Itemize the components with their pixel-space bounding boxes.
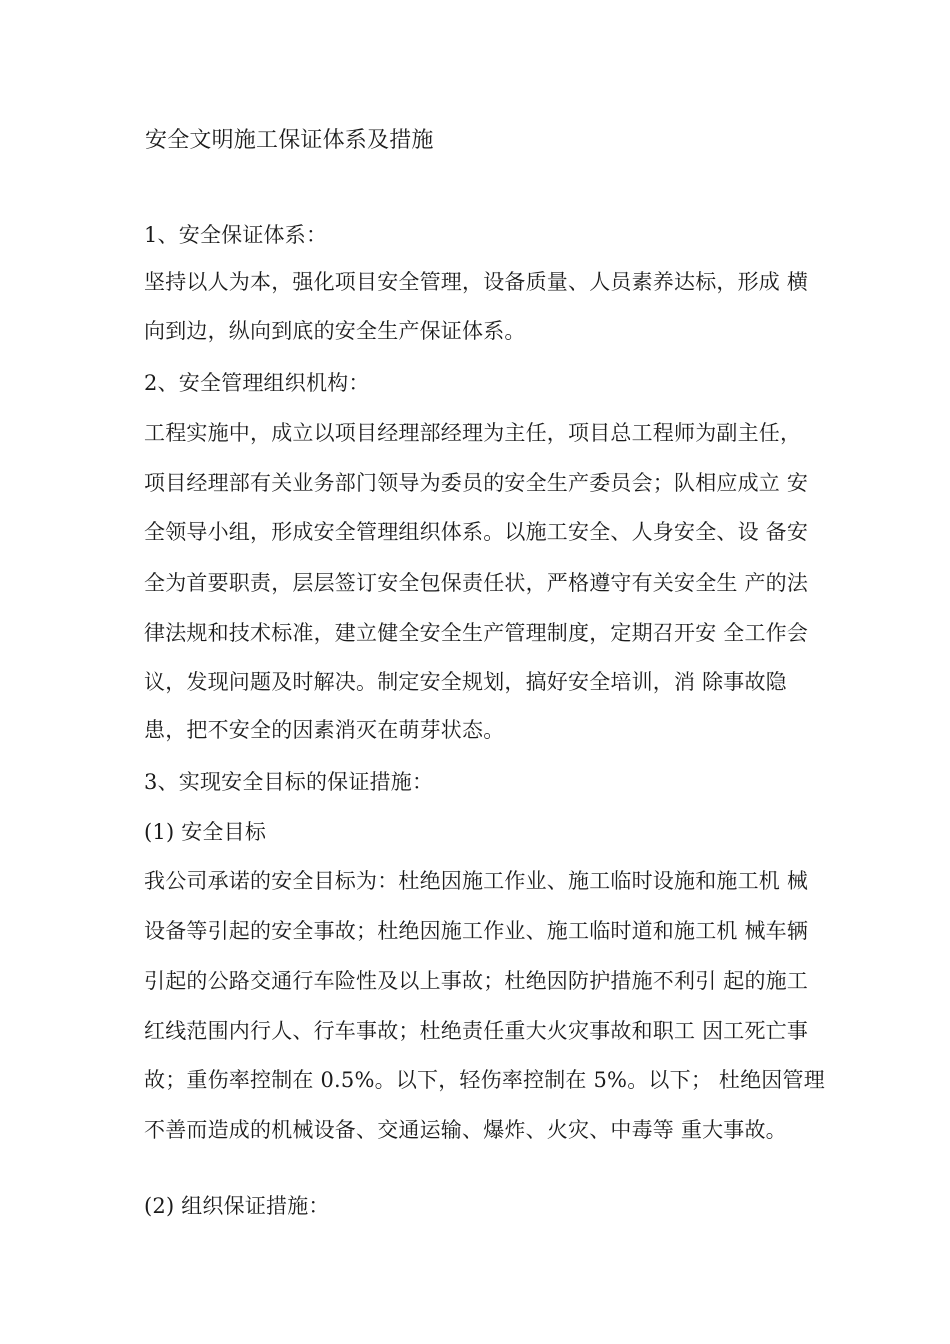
paragraph-line: 设备等引起的安全事故；杜绝因施工作业、施工临时道和施工机 械车辆	[144, 919, 809, 943]
paragraph-line: 项目经理部有关业务部门领导为委员的安全生产委员会；队相应成立 安	[144, 471, 809, 495]
paragraph-line: 故；重伤率控制在 0.5%。以下，轻伤率控制在 5%。以下； 杜绝因管理	[144, 1068, 825, 1092]
paragraph-line: 我公司承诺的安全目标为：杜绝因施工作业、施工临时设施和施工机 械	[144, 869, 809, 893]
paragraph-line: 不善而造成的机械设备、交通运输、爆炸、火灾、中毒等 重大事故。	[144, 1118, 787, 1142]
paragraph-line: 议，发现问题及时解决。制定安全规划，搞好安全培训，消 除事故隐	[144, 670, 787, 694]
paragraph-line: 工程实施中，成立以项目经理部经理为主任，项目总工程师为副主任，	[144, 421, 802, 445]
subsection-heading: (1) 安全目标	[144, 820, 267, 844]
section-heading-1: 1、安全保证体系：	[144, 223, 328, 247]
subsection-heading: (2) 组织保证措施：	[144, 1194, 330, 1218]
paragraph-line: 全为首要职责，层层签订安全包保责任状，严格遵守有关安全生 产的法	[144, 571, 809, 595]
paragraph-line: 患，把不安全的因素消灭在萌芽状态。	[144, 718, 505, 742]
section-heading-2: 2、安全管理组织机构：	[144, 371, 370, 395]
paragraph-line: 红线范围内行人、行车事故；杜绝责任重大火灾事故和职工 因工死亡事	[144, 1019, 809, 1043]
paragraph-line: 律法规和技术标准，建立健全安全生产管理制度，定期召开安 全工作会	[144, 621, 809, 645]
paragraph-line: 引起的公路交通行车险性及以上事故；杜绝因防护措施不利引 起的施工	[144, 969, 809, 993]
section-heading-3: 3、实现安全目标的保证措施：	[144, 770, 434, 794]
paragraph-line: 坚持以人为本，强化项目安全管理，设备质量、人员素养达标，形成 横	[144, 270, 809, 294]
paragraph-line: 全领导小组，形成安全管理组织体系。以施工安全、人身安全、设 备安	[144, 520, 809, 544]
document-title: 安全文明施工保证体系及措施	[145, 128, 434, 153]
paragraph-line: 向到边，纵向到底的安全生产保证体系。	[144, 319, 526, 343]
